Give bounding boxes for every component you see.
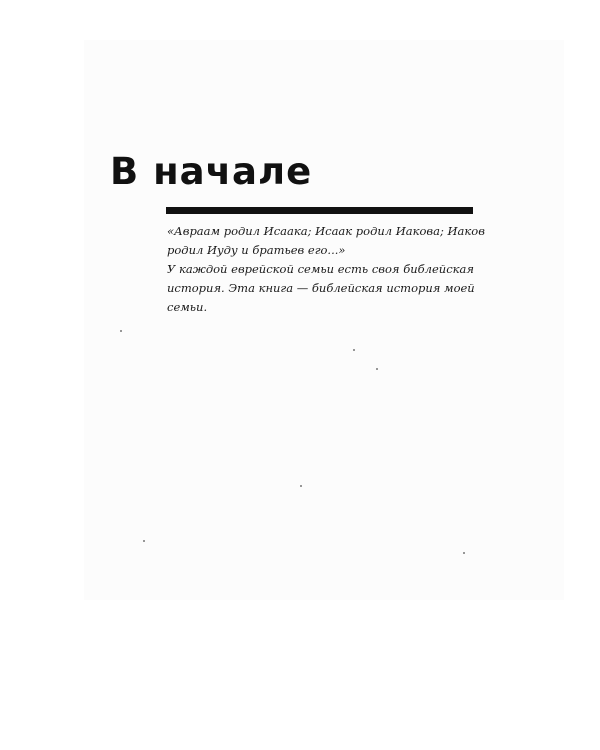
scan-speck — [463, 552, 465, 554]
scan-speck — [120, 330, 122, 332]
title-underline-rule — [166, 207, 473, 214]
scan-background — [84, 40, 564, 600]
epigraph-line: история. Эта книга — библейская история моей — [167, 281, 475, 295]
epigraph-line: «Авраам родил Исаака; Исаак родил Иакова; Иаков — [167, 224, 485, 238]
chapter-title: В начале — [110, 150, 313, 193]
scan-speck — [353, 349, 355, 351]
epigraph-line: У каждой еврейской семьи есть своя библейская — [167, 262, 474, 276]
scan-speck — [300, 485, 302, 487]
scan-speck — [143, 540, 145, 542]
epigraph-line: родил Иуду и братьев его...» — [167, 243, 346, 257]
scan-speck — [376, 368, 378, 370]
epigraph-line: семьи. — [167, 300, 208, 314]
epigraph-paragraph — [167, 222, 485, 317]
